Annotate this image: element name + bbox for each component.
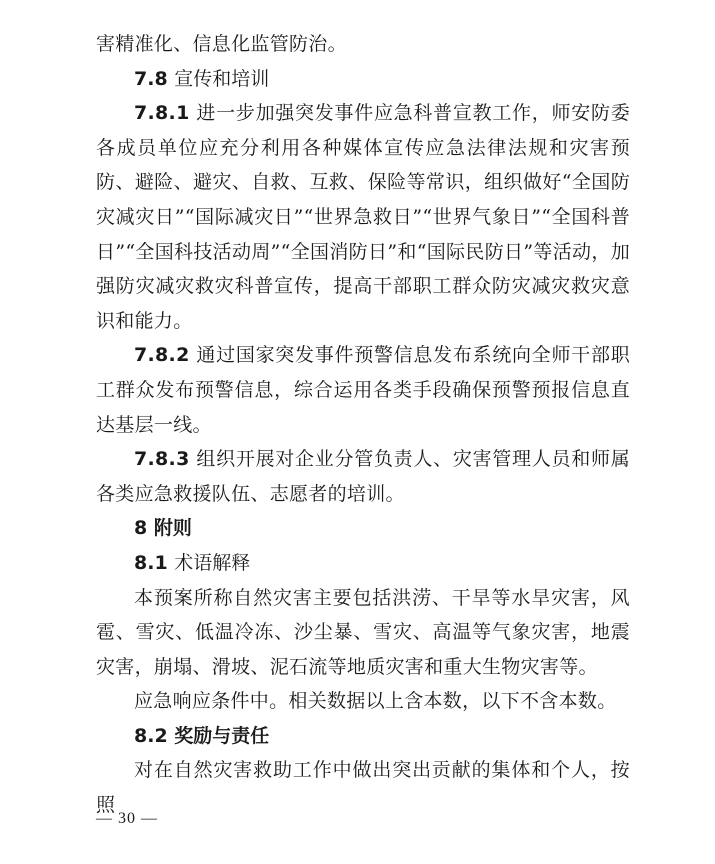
section-title: 附则 (153, 517, 192, 540)
paragraph-continuation: 害精准化、信息化监管防治。 (96, 33, 347, 55)
section-heading-8 (96, 511, 630, 546)
section-title: 奖励与责任 (174, 724, 270, 747)
clause-text: 通过国家突发事件预警信息发布系统向全师干部职工群众发布预警信息，综合运用各类手段确保预警预报信息直达基层一线。 (96, 344, 631, 436)
section-heading-8-2 (96, 719, 630, 754)
clause-text: 组织开展对企业分管负责人、灾害管理人员和师属各类应急救援队伍、志愿者的培训。 (96, 448, 631, 505)
clause-text: 进一步加强突发事件应急科普宣教工作，师安防委各成员单位应充分利用各种媒体宣传应急法律法规和灾害预防、避险、避灾、自救、互救、保险等常识，组织做好“全国防灾减灾日”“国际减灾日”“世界急救日”“世界气象日”“全国科普日”“全国科技活动周”“全国消防日”和“国际民防日”等活动，加强防灾减灾救灾科普宣传，提高干部职工群众防灾减灾救灾意识和能力。 (96, 102, 631, 332)
section-number: 8 (134, 517, 148, 540)
paragraph-8-1-a: 本预案所称自然灾害主要包括洪涝、干旱等水旱灾害，风雹、雪灾、低温冷冻、沙尘暴、雪灾、高温等气象灾害，地震灾害，崩塌、滑坡、泥石流等地质灾害和重大生物灾害等。 (96, 586, 630, 678)
section-heading-8-1 (96, 546, 630, 581)
page-number: — 30 — (96, 810, 158, 827)
document-body (96, 27, 630, 823)
section-number: 7.8 (134, 67, 168, 90)
clause-number: 7.8.2 (134, 344, 190, 367)
clause-number: 7.8.1 (134, 102, 190, 125)
clause-number: 7.8.3 (134, 448, 190, 471)
section-title: 术语解释 (174, 551, 251, 574)
section-number: 8.2 (134, 724, 168, 747)
paragraph-7-8-2 (96, 338, 630, 442)
section-number: 8.1 (134, 551, 168, 574)
section-title: 宣传和培训 (174, 67, 270, 90)
paragraph-7-8-1 (96, 96, 630, 338)
paragraph-8-1-b: 应急响应条件中。相关数据以上含本数，以下不含本数。 (134, 690, 617, 713)
section-heading-7-8 (96, 62, 630, 97)
paragraph-8-2: 对在自然灾害救助工作中做出突出贡献的集体和个人，按照 (96, 759, 630, 817)
paragraph-7-8-3 (96, 442, 630, 511)
